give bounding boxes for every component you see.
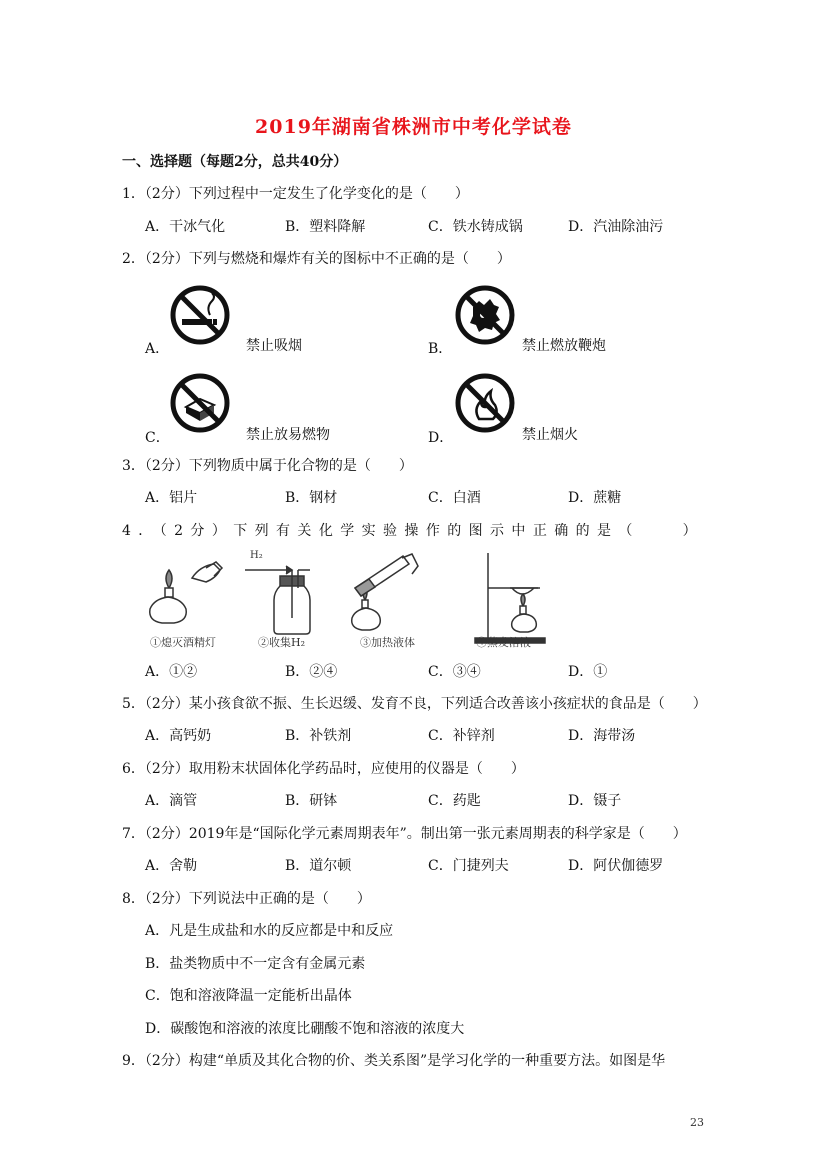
- question-7-stem: 7．（2分）2019年是“国际化学元素周期表年”。制出第一张元素周期表的科学家是（ ）: [122, 826, 687, 842]
- section-heading: 一、选择题（每题2分，总共40分）: [122, 154, 348, 170]
- gas-bottle-figure: [245, 566, 310, 634]
- question-4-option-a: A．①②: [145, 664, 198, 680]
- question-5-stem: 5．（2分）某小孩食欲不振、生长迟缓、发育不良，下列适合改善该小孩症状的食品是（ ）: [122, 696, 707, 712]
- question-5-option-b: B．补铁剂: [285, 728, 352, 744]
- question-2-option-c-caption: 禁止放易燃物: [246, 427, 330, 443]
- question-7-option-b: B．道尔顿: [285, 858, 352, 874]
- alcohol-lamp-figure: [150, 562, 222, 623]
- question-5-option-c: C．补锌剂: [428, 728, 495, 744]
- question-3-stem: 3．（2分）下列物质中属于化合物的是（ ）: [122, 458, 413, 474]
- question-2-option-b-caption: 禁止燃放鞭炮: [522, 338, 606, 354]
- question-3-option-a: A．铝片: [145, 490, 198, 506]
- evaporation-figure: [475, 553, 545, 643]
- question-6-stem: 6．（2分）取用粉末状固体化学药品时，应使用的仪器是（ ）: [122, 761, 525, 777]
- no-firecrackers-icon: [455, 285, 515, 345]
- question-3-option-d: D．蔗糖: [568, 490, 622, 506]
- question-2-option-d-caption: 禁止烟火: [522, 427, 578, 443]
- question-2-option-c-letter: C．: [145, 430, 170, 446]
- page-number: 23: [690, 1116, 704, 1129]
- question-3-option-b: B．钢材: [285, 490, 338, 506]
- figure-label-1: ①熄灭酒精灯: [150, 636, 216, 649]
- question-2-option-a-caption: 禁止吸烟: [246, 338, 302, 354]
- no-open-flame-icon: [455, 373, 515, 433]
- question-6-option-a: A．滴管: [145, 793, 198, 809]
- page-title: 2019年湖南省株洲市中考化学试卷: [255, 116, 572, 138]
- question-2-option-a-letter: A．: [145, 341, 170, 357]
- question-7-option-a: A．舍勒: [145, 858, 198, 874]
- question-7-option-c: C．门捷列夫: [428, 858, 509, 874]
- figure-label-2: ②收集H₂: [258, 636, 306, 649]
- question-7-option-d: D．阿伏伽德罗: [568, 858, 664, 874]
- question-8-option-b: B．盐类物质中不一定含有金属元素: [145, 956, 366, 972]
- question-4-option-c: C．③④: [428, 664, 481, 680]
- question-1-option-c: C．铁水铸成锅: [428, 219, 523, 235]
- question-6-option-b: B．研钵: [285, 793, 338, 809]
- figure-label-3: ③加热液体: [360, 636, 415, 649]
- question-1-option-a: A．干冰气化: [145, 219, 226, 235]
- question-8-option-c: C．饱和溶液降温一定能析出晶体: [145, 988, 352, 1004]
- h2-label: H₂: [250, 550, 263, 561]
- question-8-option-d: D．碳酸饱和溶液的浓度比硼酸不饱和溶液的浓度大: [145, 1021, 465, 1037]
- figure-label-4: ④蒸发溶液: [476, 636, 531, 649]
- question-6-option-c: C．药匙: [428, 793, 481, 809]
- question-8-stem: 8．（2分）下列说法中正确的是（ ）: [122, 891, 371, 907]
- question-4-stem: 4．（2分）下列有关化学实验操作的图示中正确的是（ ）: [122, 523, 705, 539]
- question-5-option-d: D．海带汤: [568, 728, 636, 744]
- question-1-option-d: D．汽油除油污: [568, 219, 664, 235]
- question-2-stem: 2．（2分）下列与燃烧和爆炸有关的图标中不正确的是（ ）: [122, 251, 511, 267]
- question-4-option-b: B．②④: [285, 664, 338, 680]
- heating-liquid-figure: [352, 554, 418, 630]
- question-3-option-c: C．白酒: [428, 490, 481, 506]
- question-1-stem: 1．（2分）下列过程中一定发生了化学变化的是（ ）: [122, 186, 469, 202]
- question-5-option-a: A．高钙奶: [145, 728, 212, 744]
- question-4-option-d: D．①: [568, 664, 608, 680]
- no-flammables-icon: [170, 373, 230, 433]
- no-smoking-icon: [170, 285, 230, 345]
- question-8-option-a: A．凡是生成盐和水的反应都是中和反应: [145, 923, 394, 939]
- question-2-option-b-letter: B．: [428, 341, 453, 357]
- question-9-stem: 9．（2分）构建“单质及其化合物的价、类关系图”是学习化学的一种重要方法。如图是华: [122, 1053, 666, 1069]
- question-6-option-d: D．镊子: [568, 793, 622, 809]
- question-1-option-b: B．塑料降解: [285, 219, 366, 235]
- question-2-option-d-letter: D．: [428, 430, 454, 446]
